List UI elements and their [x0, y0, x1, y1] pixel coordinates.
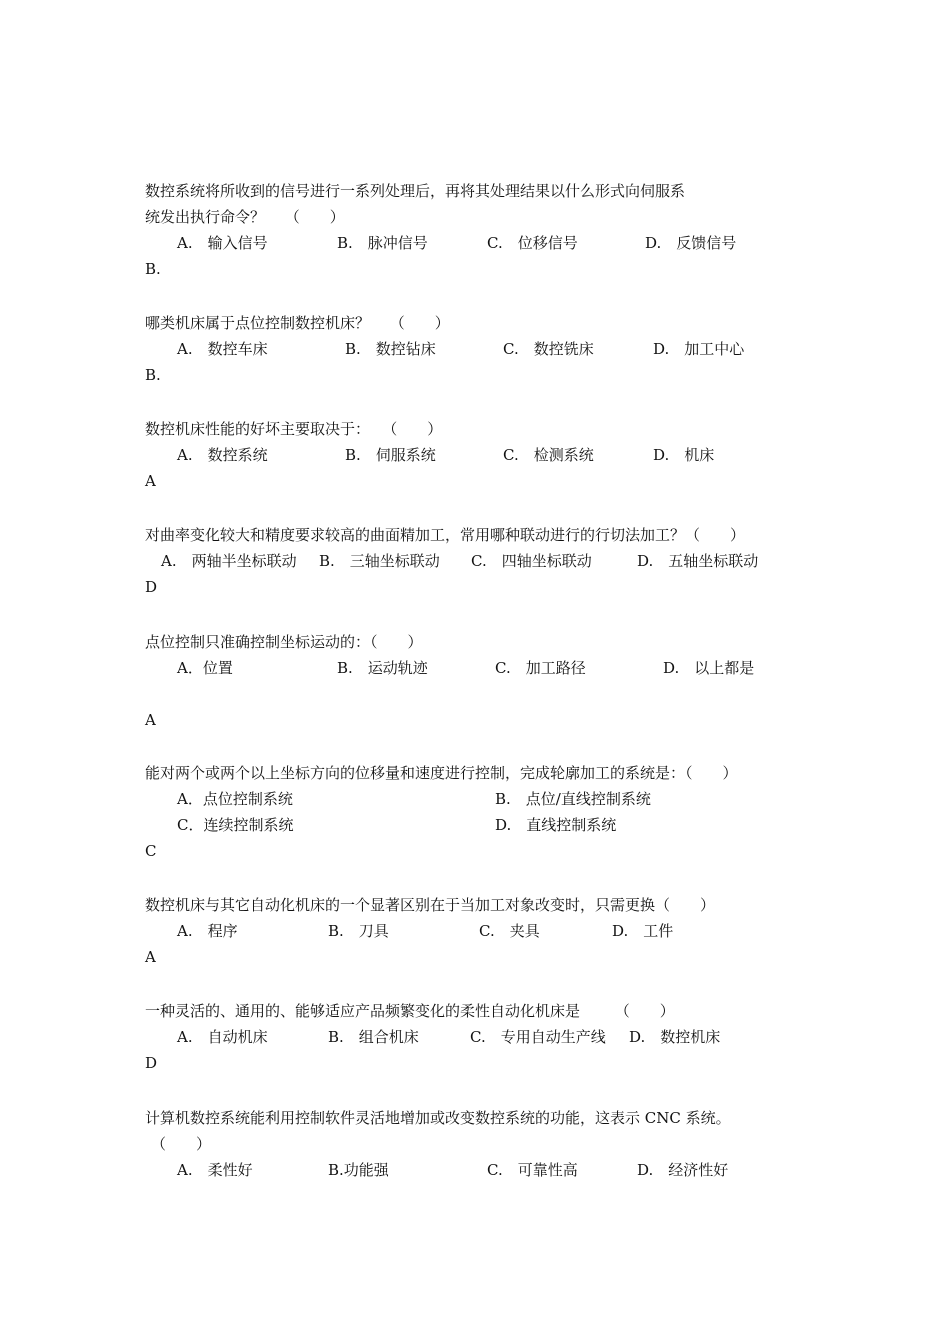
option-a: A. 输入信号: [177, 234, 268, 252]
answer: A: [145, 472, 156, 490]
options-row: [145, 442, 825, 468]
option-a: A. 柔性好: [177, 1161, 253, 1179]
option-d: D. 以上都是: [663, 659, 755, 677]
option-a: A．点位控制系统: [177, 790, 293, 808]
answer: B.: [145, 260, 161, 278]
answer: A: [145, 711, 156, 729]
option-d: D. 五轴坐标联动: [637, 552, 759, 570]
option-b: B.功能强: [328, 1161, 389, 1179]
option-d: D. 机床: [653, 446, 715, 464]
option-d: D. 加工中心: [653, 340, 745, 358]
option-b: B. 脉冲信号: [337, 234, 428, 252]
option-b: B. 三轴坐标联动: [319, 552, 440, 570]
answer: B.: [145, 366, 161, 384]
option-b: B. 运动轨迹: [337, 659, 428, 677]
question-7: [145, 892, 825, 970]
question-stem: 数控机床性能的好坏主要取决于： （ ）: [145, 420, 443, 438]
question-8: [145, 998, 825, 1076]
question-stem: 数控系统将所收到的信号进行一系列处理后，再将其处理结果以什么形式向伺服系: [145, 182, 686, 200]
options-row: [145, 1024, 825, 1050]
option-d: D. 数控机床: [629, 1028, 721, 1046]
option-a: A．位置: [177, 659, 233, 677]
options-row: [145, 786, 825, 812]
question-2: [145, 310, 825, 388]
options-row: [145, 1157, 825, 1183]
question-5: [145, 629, 825, 733]
question-1: [145, 178, 825, 282]
question-stem: 一种灵活的、通用的、能够适应产品频繁变化的柔性自动化机床是 （ ）: [145, 1002, 675, 1020]
question-stem: 计算机数控系统能利用控制软件灵活地增加或改变数控系统的功能，这表示 CNC 系统。: [145, 1109, 731, 1127]
options-row: [145, 918, 825, 944]
option-c: C. 位移信号: [487, 234, 578, 252]
answer: D: [145, 1054, 158, 1072]
option-b: B. 刀具: [328, 922, 389, 940]
option-a: A. 两轴半坐标联动: [161, 552, 297, 570]
option-c: C. 可靠性高: [487, 1161, 578, 1179]
question-stem: 数控机床与其它自动化机床的一个显著区别在于当加工对象改变时，只需更换（ ）: [145, 896, 716, 914]
option-c: C. 数控铣床: [503, 340, 594, 358]
answer: D: [145, 578, 158, 596]
option-c: C. 加工路径: [495, 659, 586, 677]
question-stem: 点位控制只准确控制坐标运动的：（ ）: [145, 633, 423, 651]
question-stem: 能对两个或两个以上坐标方向的位移量和速度进行控制，完成轮廓加工的系统是：（ ）: [145, 764, 738, 782]
option-b: B. 数控钻床: [345, 340, 436, 358]
option-a: A. 数控系统: [177, 446, 268, 464]
option-d: D. 经济性好: [637, 1161, 729, 1179]
answer: A: [145, 948, 156, 966]
question-stem: 统发出执行命令？ （ ）: [145, 208, 345, 226]
question-stem: 对曲率变化较大和精度要求较高的曲面精加工，常用哪种联动进行的行切法加工？（ ）: [145, 526, 746, 544]
option-d: D. 反馈信号: [645, 234, 737, 252]
option-b: B. 点位/直线控制系统: [495, 790, 651, 808]
question-stem: 哪类机床属于点位控制数控机床？ （ ）: [145, 314, 450, 332]
option-c: C. 检测系统: [503, 446, 594, 464]
option-b: B. 组合机床: [328, 1028, 419, 1046]
question-6: [145, 760, 825, 864]
options-row: [145, 812, 825, 838]
option-c: C. 四轴坐标联动: [471, 552, 592, 570]
option-b: B. 伺服系统: [345, 446, 436, 464]
option-a: A. 数控车床: [177, 340, 268, 358]
option-c: C．连续控制系统: [177, 816, 294, 834]
options-row: [145, 336, 825, 362]
question-9: [145, 1105, 825, 1183]
option-a: A. 自动机床: [177, 1028, 268, 1046]
option-c: C. 专用自动生产线: [470, 1028, 606, 1046]
options-row: [145, 548, 825, 574]
option-d: D. 工件: [612, 922, 674, 940]
option-a: A. 程序: [177, 922, 238, 940]
answer: C: [145, 842, 157, 860]
options-row: [145, 230, 825, 256]
question-stem: （ ）: [151, 1135, 212, 1153]
options-row: [145, 655, 825, 681]
question-3: [145, 416, 825, 494]
question-4: [145, 522, 825, 600]
option-c: C. 夹具: [479, 922, 540, 940]
option-d: D. 直线控制系统: [495, 816, 617, 834]
